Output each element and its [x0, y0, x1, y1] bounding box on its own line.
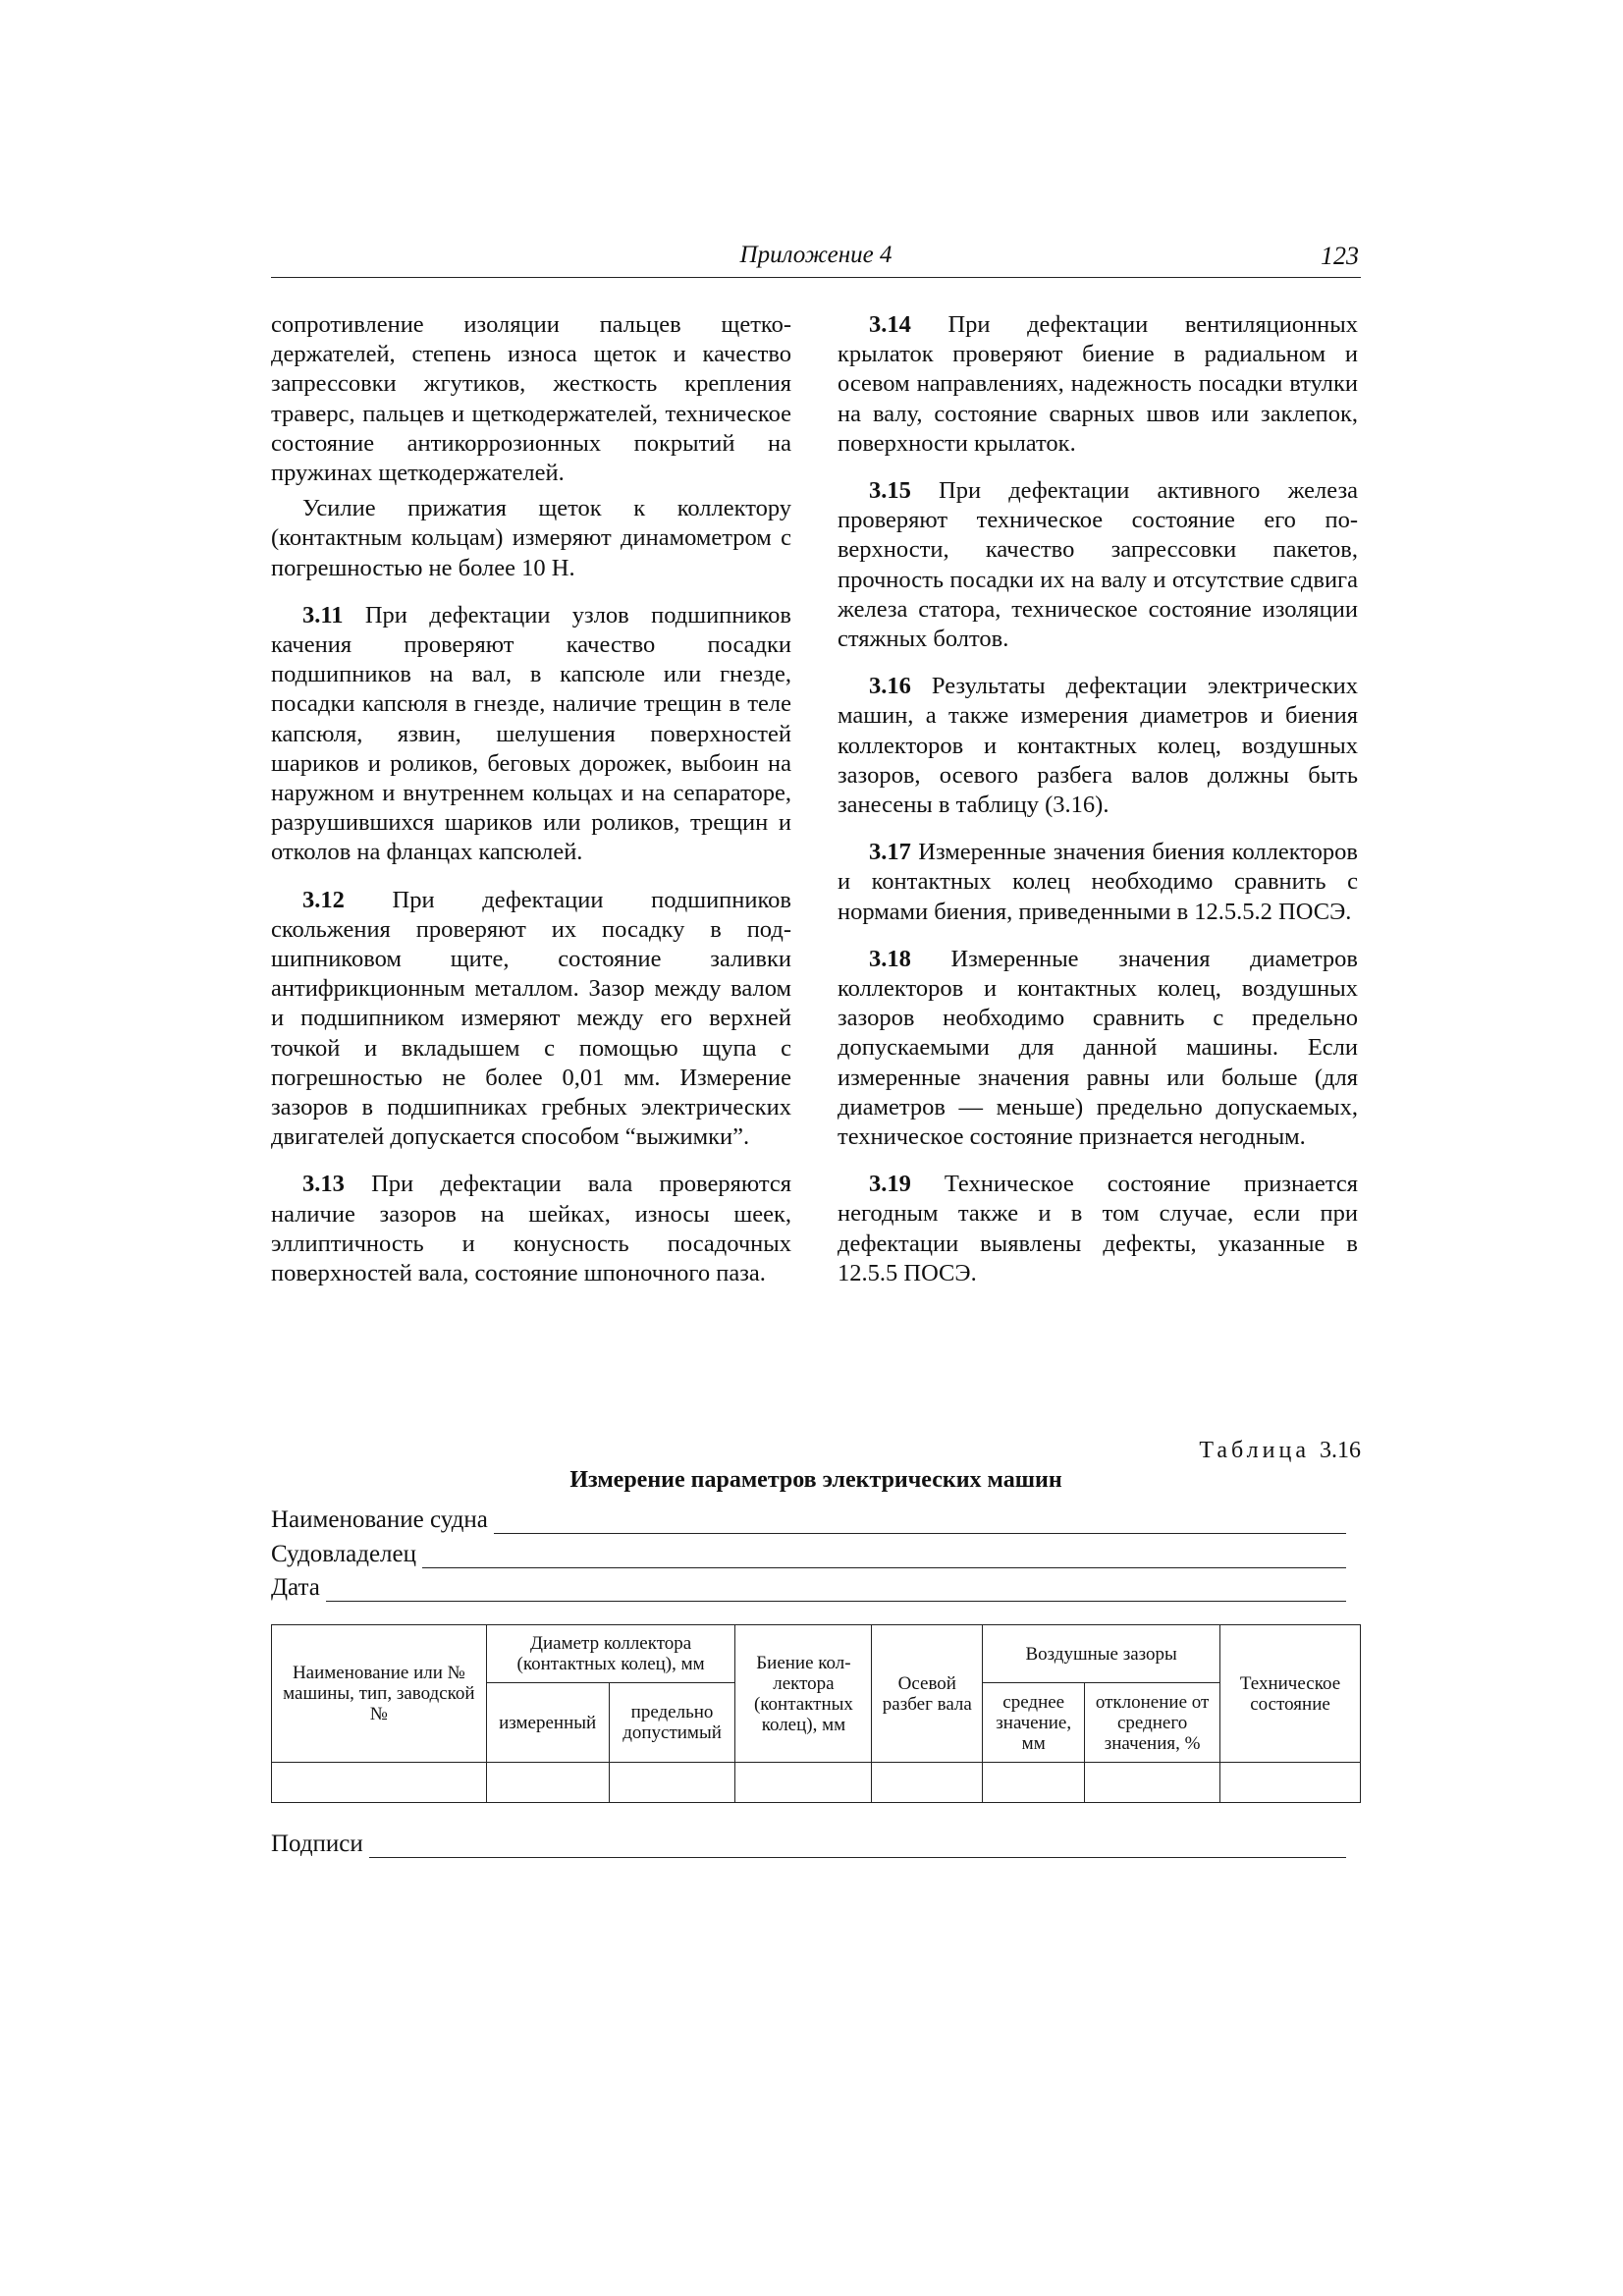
running-title: Приложение 4	[739, 242, 893, 268]
date-field	[271, 1572, 1346, 1602]
section-text: Результаты дефектации электрических машин, а также измерения диаметров и биения коллекторов и контактных колец, воздушных зазоров, осевого разбега валов должны быть занесены в таблицу (3.16).	[838, 673, 1358, 819]
table-header-row	[272, 1625, 1361, 1683]
page-header	[271, 242, 1361, 278]
section-text: При дефектации вала проверяются наличие зазоров на шейках, износы шеек, эллиптичность и конусность посадочных поверхностей вала, состояние шпоночного паза.	[271, 1171, 791, 1287]
section-number: 3.13	[302, 1171, 345, 1198]
table-cell	[609, 1763, 735, 1803]
section-number: 3.11	[302, 601, 344, 629]
owner-line	[422, 1546, 1346, 1568]
section-3-15	[838, 476, 1358, 654]
right-column	[838, 310, 1358, 1306]
table-cell	[272, 1763, 487, 1803]
owner-label: Судовладелец	[271, 1541, 417, 1567]
table-label-number: 3.16	[1320, 1438, 1361, 1463]
section-text: Измеренные значения диаметров коллекторов и контактных колец, воздушных зазоров необходимо сравнить с предельно допускаемыми для данной машины. Если измеренные значения равны или больше (для диаметров — меньше) предельно допускаемых, техническое состояние признается негодным.	[838, 945, 1358, 1151]
signatures-field	[271, 1829, 1346, 1858]
section-number: 3.17	[869, 839, 911, 866]
section-3-12	[271, 886, 791, 1153]
section-text: Измеренные значения биения коллекторов и контактных колец необходимо сравнить с нормами биения, приведенными в 12.5.5.2 ПОСЭ.	[838, 839, 1358, 925]
table-cell	[735, 1763, 872, 1803]
section-3-13	[271, 1170, 791, 1288]
section-number: 3.12	[302, 886, 345, 913]
ship-name-field	[271, 1504, 1346, 1534]
measurement-table	[271, 1624, 1361, 1803]
section-number: 3.19	[869, 1171, 911, 1198]
date-label: Дата	[271, 1574, 320, 1601]
header-deviation: отклонение от среднего значения, %	[1085, 1683, 1220, 1763]
header-measured: измеренный	[486, 1683, 609, 1763]
header-axial-play: Осевой разбег вала	[872, 1625, 983, 1763]
section-3-19	[838, 1170, 1358, 1288]
section-text: При дефектации подшипников скольжения проверяют их посадку в подшипниковом щите, состояние заливки антифрикционным металлом. Зазор между валом и подшипником измеряют между его верхней точкой и вкладышем с помощью щупа с погрешностью не более 0,01 мм. Измерение зазоров в подшипниках гребных электрических двигателей допускается способом “выжимки”.	[271, 886, 791, 1151]
section-text: При дефектации активного железа проверяют техническое состояние его поверхности, качество запрессовки пакетов, прочность посадки их на валу и отсутствие сдвига железа статора, техническое состояние изоляции стяжных болтов.	[838, 477, 1358, 653]
page-number: 123	[1321, 242, 1359, 270]
table-cell	[1220, 1763, 1361, 1803]
section-3-18	[838, 945, 1358, 1152]
header-limit: предельно допустимый	[609, 1683, 735, 1763]
header-avg-value: среднее значение, мм	[983, 1683, 1085, 1763]
owner-field	[271, 1539, 1346, 1568]
signatures-line	[369, 1835, 1346, 1858]
left-column	[271, 310, 791, 1306]
paragraph-continuation: сопротивление изоляции пальцев щеткодержателей, степень износа щеток и качество запрессовки жгутиков, жесткость крепления траверс, пальцев и щеткодержателей, техническое состояние антикоррозионных покрытий на пружинах щеткодержателей.	[271, 311, 791, 487]
table-cell	[486, 1763, 609, 1803]
paragraph-brush-pressure: Усилие прижатия щеток к коллектору (контактным кольцам) измеряют динамометром с погрешностью не более 10 Н.	[271, 495, 791, 581]
table-cell	[1085, 1763, 1220, 1803]
section-number: 3.16	[869, 673, 911, 700]
header-machine-name: Наименование или № машины, тип, заводской №	[272, 1625, 487, 1763]
ship-name-label: Наименование судна	[271, 1506, 488, 1533]
date-line	[326, 1579, 1346, 1602]
header-technical-state: Техническое состояние	[1220, 1625, 1361, 1763]
section-3-14	[838, 310, 1358, 459]
section-3-17	[838, 838, 1358, 927]
table-title: Измерение параметров электрических машин	[569, 1467, 1062, 1493]
table-cell	[983, 1763, 1085, 1803]
section-number: 3.15	[869, 477, 911, 505]
section-text: При дефектации узлов подшипников качения проверяют качество посадки подшипников на вал, в капсюле или гнезде, посадки капсюля в гнезде, наличие трещин в теле капсюля, язвин, шелушения поверхностей шариков и роликов, беговых дорожек, выбоин на наружном и внутреннем кольцах и на сепараторе, разрушившихся шариков или роликов, трещин и отколов на фланцах капсюлей.	[271, 601, 791, 866]
section-3-11	[271, 601, 791, 868]
table-label	[1199, 1438, 1361, 1464]
section-text: При дефектации вентиляционных крылаток проверяют биение в радиальном и осевом направлениях, надежность посадки втулки на валу, состояние сварных швов или заклепок, поверхности крылаток.	[838, 311, 1358, 457]
header-air-gaps-group: Воздушные зазоры	[983, 1625, 1220, 1683]
table-row	[272, 1763, 1361, 1803]
section-text: Техническое состояние признается негодным также и в том случае, если при дефектации выявлены дефекты, указанные в 12.5.5 ПОСЭ.	[838, 1171, 1358, 1286]
section-number: 3.18	[869, 945, 911, 972]
header-runout: Биение коллектора (контактных колец), мм	[735, 1625, 872, 1763]
signatures-label: Подписи	[271, 1831, 363, 1857]
section-number: 3.14	[869, 311, 911, 338]
header-diameter-group: Диаметр коллектора (контактных колец), мм	[486, 1625, 735, 1683]
table-label-word: Таблица	[1199, 1438, 1310, 1463]
section-3-16	[838, 672, 1358, 820]
ship-name-line	[494, 1511, 1346, 1534]
table-cell	[872, 1763, 983, 1803]
